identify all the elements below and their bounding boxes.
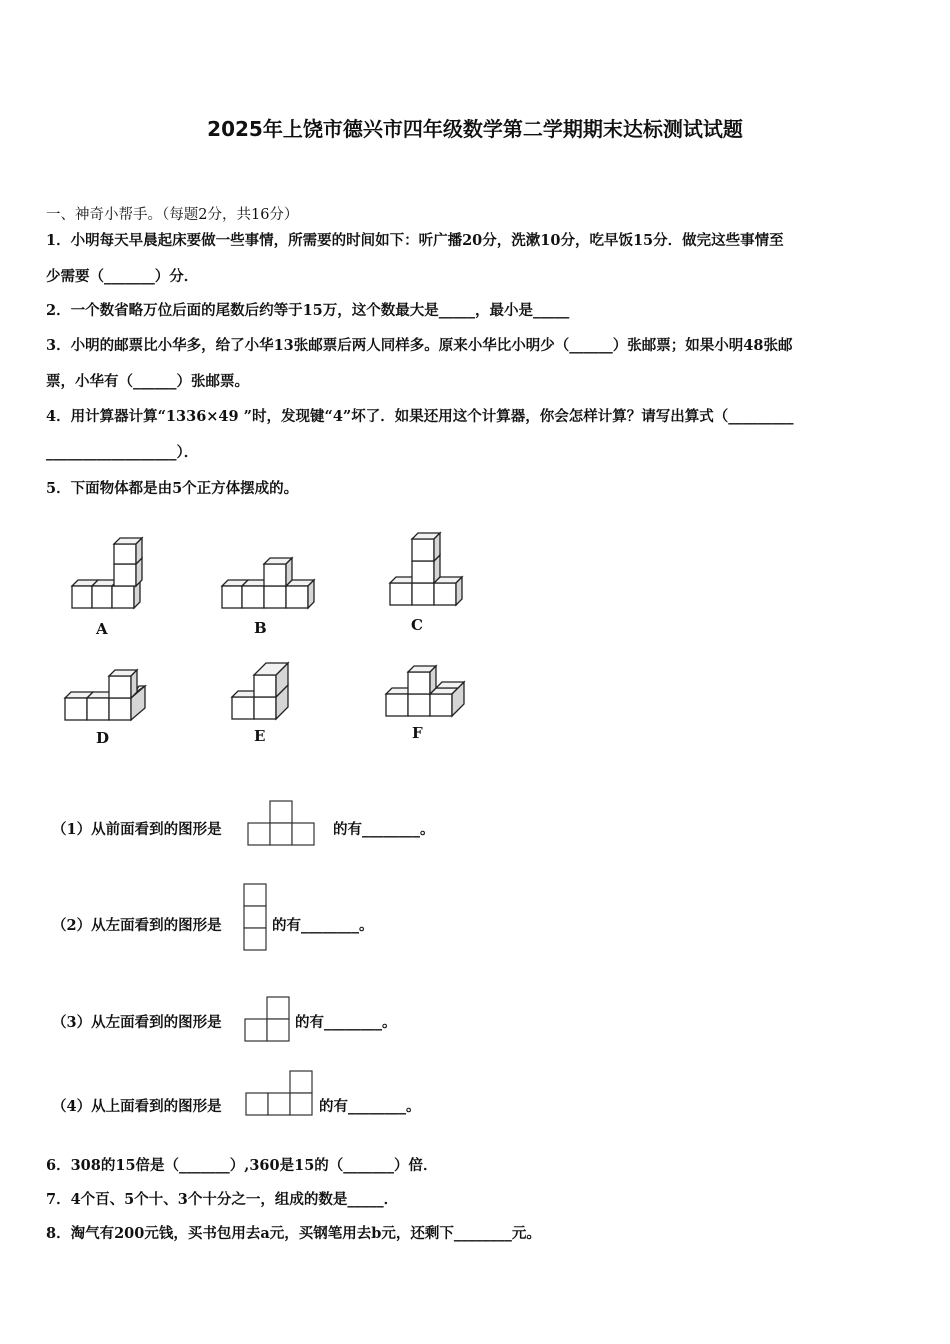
sub-question-3-answer: 的有________。 (295, 1014, 397, 1031)
question-3-line-2: 票，小华有（______）张邮票。 (46, 373, 249, 390)
sub-question-2-answer: 的有________。 (272, 917, 374, 934)
figure-label-d: D (96, 729, 110, 747)
sub-question-3-prompt: （3）从左面看到的图形是 (52, 1014, 222, 1031)
front-view-shape (246, 800, 316, 848)
figure-label-e: E (254, 727, 266, 745)
sub-question-2-prompt: （2）从左面看到的图形是 (52, 917, 222, 934)
question-8: 8．淘气有200元钱，买书包用去a元，买钢笔用去b元，还剩下________元。 (46, 1225, 541, 1242)
question-4-line-1: 4．用计算器计算“1336×49 ”时，发现键“4”坏了．如果还用这个计算器，你会怎样计算？请写出算式（_________ (46, 408, 794, 425)
question-4-line-2: __________________）． (46, 444, 199, 461)
question-6: 6．308的15倍是（_______）,360是15的（_______）倍． (46, 1157, 438, 1174)
section-heading: 一、神奇小帮手。（每题2分，共16分） (46, 207, 299, 223)
cube-figure-d (55, 662, 155, 752)
question-5: 5．下面物体都是由5个正方体摆成的。 (46, 480, 299, 497)
sub-question-1 (52, 818, 222, 839)
page-title: 2025年上饶市德兴市四年级数学第二学期期末达标测试试题 (207, 117, 743, 141)
cube-figure-a (60, 530, 160, 640)
figure-label-f: F (412, 724, 423, 742)
figure-label-c: C (411, 616, 423, 634)
left-view-shape-l (243, 996, 293, 1044)
cube-figure-e (222, 655, 322, 750)
sub-question-4-answer: 的有________。 (319, 1098, 421, 1115)
top-view-shape (244, 1070, 316, 1118)
figure-label-b: B (254, 619, 267, 637)
left-view-shape-vertical (242, 882, 270, 952)
cube-figure-c (380, 528, 480, 638)
sub-question-1-answer: 的有________。 (333, 821, 435, 838)
question-7: 7．4个百、5个十、3个十分之一，组成的数是_____． (46, 1191, 399, 1208)
sub-question-1-prompt: （1）从前面看到的图形是 (52, 821, 222, 838)
cube-figure-f (376, 660, 476, 750)
figure-label-a: A (96, 620, 108, 638)
cube-figure-b (210, 550, 320, 640)
question-2: 2．一个数省略万位后面的尾数后约等于15万，这个数最大是_____，最小是_____ (46, 302, 570, 319)
sub-question-4-prompt: （4）从上面看到的图形是 (52, 1098, 222, 1115)
question-3-line-1: 3．小明的邮票比小华多，给了小华13张邮票后两人同样多。原来小华比小明少（______）张邮票；如果小明48张邮 (46, 337, 793, 354)
question-1-line-1: 1．小明每天早晨起床要做一些事情，所需要的时间如下：听广播20分，洗漱10分，吃早饭15分．做完这些事情至 (46, 232, 784, 249)
question-1-line-2: 少需要（_______）分． (46, 268, 199, 285)
